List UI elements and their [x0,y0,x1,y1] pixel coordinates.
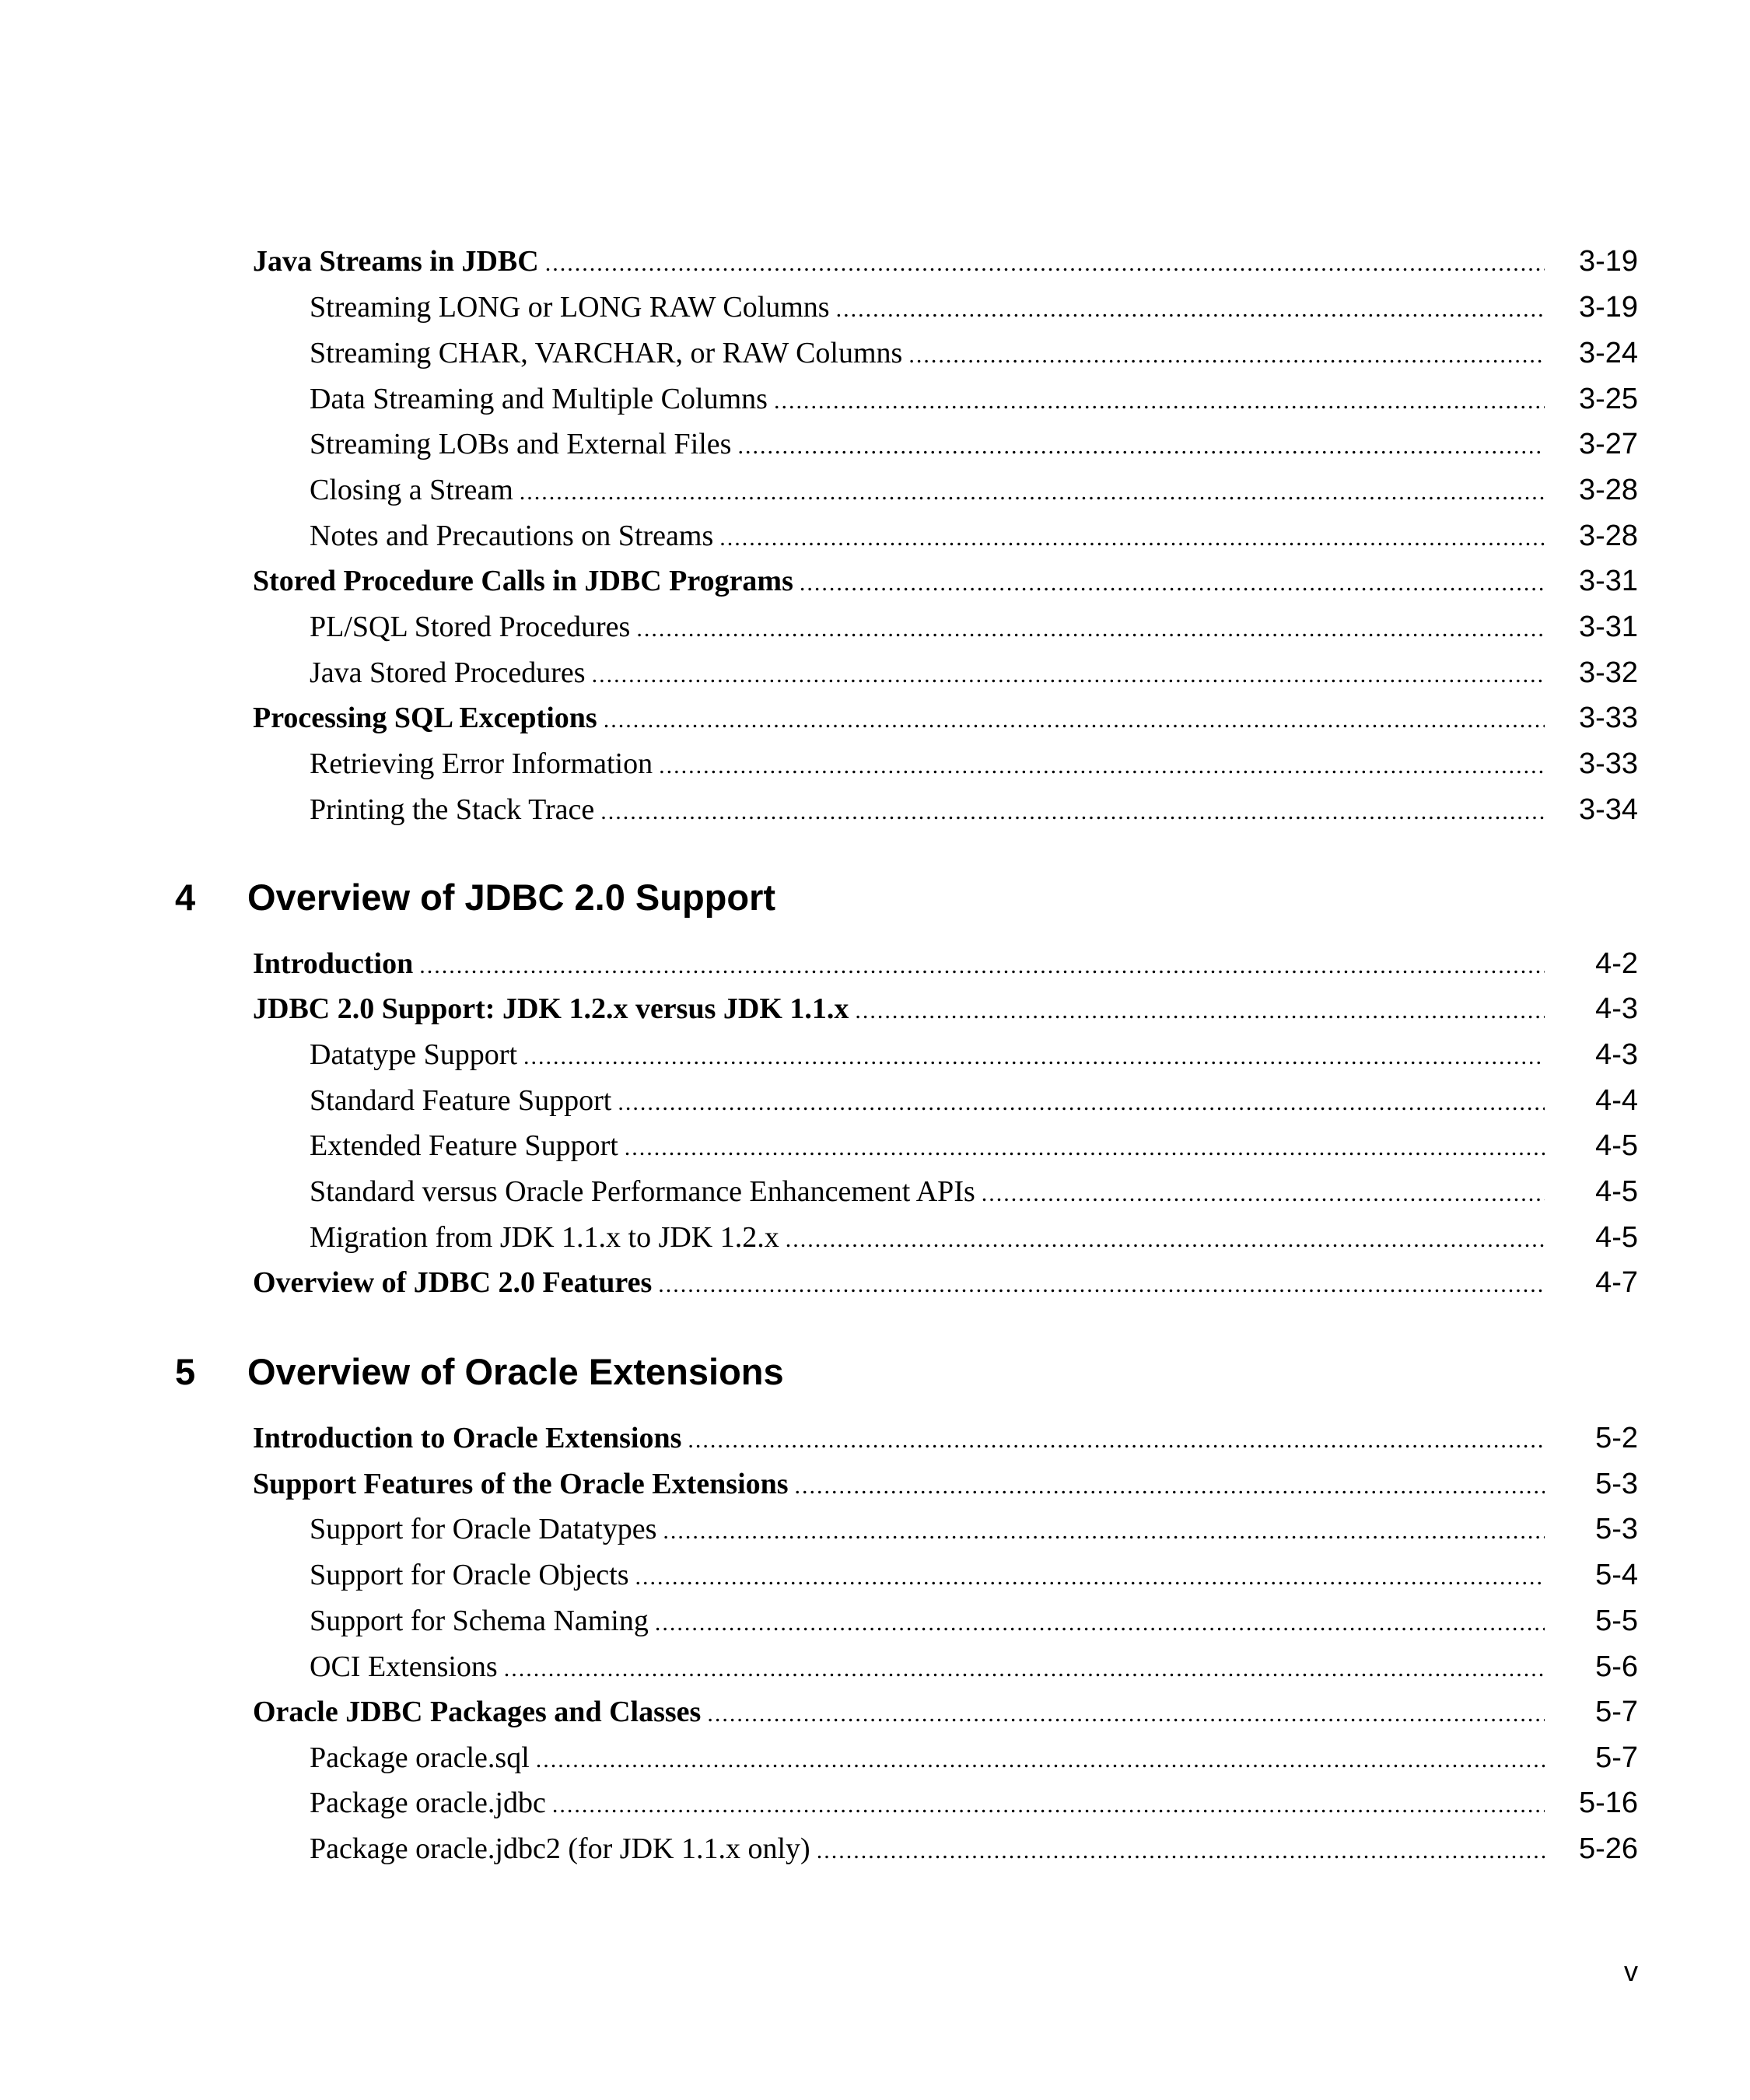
toc-entry-title: Introduction [253,947,414,980]
toc-entry-page: 4-5 [1595,1129,1638,1162]
toc-entry-page: 3-28 [1578,474,1638,506]
toc-entry[interactable] [253,651,1638,695]
dot-leader [604,698,1545,742]
toc-entry-title: Retrieving Error Information [310,747,653,780]
toc-entry-title: Package oracle.jdbc2 (for JDK 1.1.x only) [310,1832,810,1865]
toc-entry[interactable] [253,1781,1638,1825]
toc-entry-page: 3-31 [1578,611,1638,643]
toc-entry-title: Java Streams in JDBC [253,245,539,278]
toc-entry-title: PL/SQL Stored Procedures [310,611,631,643]
dot-leader [635,1556,1545,1599]
toc-entry[interactable] [253,285,1638,329]
toc-entry-title: Support Features of the Oracle Extensions [253,1468,789,1500]
toc-entry[interactable] [253,987,1638,1031]
chapter-title: Overview of JDBC 2.0 Support [247,877,776,918]
toc-entry-page: 5-7 [1595,1696,1638,1728]
dot-leader [600,790,1545,834]
dot-leader [658,1263,1545,1307]
toc-entry[interactable] [253,1736,1638,1780]
toc-entry-page: 4-3 [1595,992,1638,1025]
toc-entry-title: Oracle JDBC Packages and Classes [253,1696,702,1728]
toc-entry-page: 4-2 [1595,947,1638,980]
toc-entry[interactable] [253,1170,1638,1213]
toc-entry[interactable] [253,1827,1638,1871]
toc-entry[interactable] [253,605,1638,649]
dot-leader [523,1035,1545,1079]
toc-entry-page: 3-33 [1578,702,1638,734]
toc-entry[interactable] [253,1216,1638,1259]
toc-entry-title: Streaming LONG or LONG RAW Columns [310,291,830,324]
chapter-heading[interactable] [0,1345,1750,1399]
dot-leader [545,242,1545,285]
toc-entry-page: 3-33 [1578,747,1638,780]
toc-entry[interactable] [253,742,1638,786]
toc-entry-page: 3-28 [1578,520,1638,552]
toc-entry[interactable] [253,422,1638,466]
toc-entry[interactable] [253,468,1638,512]
toc-entry-page: 3-24 [1578,337,1638,369]
dot-leader [536,1738,1545,1782]
toc-entry-page: 3-19 [1578,245,1638,278]
dot-leader [504,1647,1545,1691]
toc-entry-title: Support for Schema Naming [310,1605,649,1637]
toc-entry-title: Standard versus Oracle Performance Enhancement APIs [310,1175,975,1208]
toc-entry[interactable] [253,514,1638,558]
dot-leader [663,1510,1545,1553]
toc-entry-page: 3-32 [1578,656,1638,689]
dot-leader [817,1829,1545,1873]
toc-entry-page: 5-3 [1595,1513,1638,1545]
dot-leader [625,1126,1545,1170]
toc-entry-page: 5-7 [1595,1741,1638,1774]
toc-entry-title: Notes and Precautions on Streams [310,520,714,552]
dot-leader [520,471,1545,514]
dot-leader [774,380,1545,423]
toc-entry[interactable] [253,377,1638,421]
toc-entry-title: Streaming LOBs and External Files [310,428,732,460]
toc-entry-page: 3-31 [1578,565,1638,597]
dot-leader [419,944,1545,988]
toc-entry-page: 4-5 [1595,1175,1638,1208]
toc-entry[interactable] [253,696,1638,740]
toc-entry-title: Datatype Support [310,1038,518,1071]
toc-entry-page: 5-26 [1578,1832,1638,1865]
toc-entry-page: 3-27 [1578,428,1638,460]
chapter-number: 4 [175,877,196,918]
toc-entry-page: 5-4 [1595,1559,1638,1591]
toc-entry-title: Stored Procedure Calls in JDBC Programs [253,565,793,597]
dot-leader [636,607,1545,651]
dot-leader [795,1465,1545,1508]
toc-entry-page: 4-4 [1595,1084,1638,1117]
dot-leader [688,1419,1545,1462]
dot-leader [655,1601,1545,1645]
chapter-heading[interactable] [0,870,1750,925]
dot-leader [707,1692,1545,1736]
toc-entry[interactable] [253,788,1638,831]
toc-entry[interactable] [253,1599,1638,1643]
toc-entry[interactable] [253,240,1638,283]
toc-entry[interactable] [253,1079,1638,1122]
toc-entry-title: Streaming CHAR, VARCHAR, or RAW Columns [310,337,903,369]
toc-entry[interactable] [253,1416,1638,1460]
toc-entry-title: Closing a Stream [310,474,513,506]
toc-entry[interactable] [253,1462,1638,1506]
toc-entry-page: 5-16 [1578,1787,1638,1819]
dot-leader [908,334,1545,377]
dot-leader [552,1783,1545,1827]
dot-leader [737,425,1545,468]
toc-entry[interactable] [253,331,1638,375]
toc-entry-title: Package oracle.sql [310,1741,530,1774]
toc-entry[interactable] [253,1553,1638,1597]
toc-entry-page: 5-5 [1595,1605,1638,1637]
toc-entry-title: Support for Oracle Objects [310,1559,629,1591]
toc-entry-title: OCI Extensions [310,1650,498,1683]
toc-entry-title: Migration from JDK 1.1.x to JDK 1.2.x [310,1221,779,1254]
toc-entry[interactable] [253,1690,1638,1734]
toc-entry-title: JDBC 2.0 Support: JDK 1.2.x versus JDK 1.1.x [253,992,849,1025]
toc-entry-title: Printing the Stack Trace [310,793,595,826]
toc-entry-title: Data Streaming and Multiple Columns [310,383,768,415]
toc-entry[interactable] [253,1124,1638,1167]
toc-entry[interactable] [253,1507,1638,1551]
dot-leader [786,1218,1545,1262]
toc-entry-page: 3-25 [1578,383,1638,415]
toc-entry-page: 4-7 [1595,1266,1638,1299]
chapter-title: Overview of Oracle Extensions [247,1351,784,1392]
dot-leader [592,653,1545,697]
toc-entry[interactable] [253,559,1638,603]
dot-leader [659,744,1545,788]
toc-entry-title: Processing SQL Exceptions [253,702,597,734]
chapter-number: 5 [175,1351,196,1392]
toc-entry-page: 4-5 [1595,1221,1638,1254]
dot-leader [800,562,1545,605]
toc-entry-page: 3-34 [1578,793,1638,826]
toc-entry[interactable] [253,942,1638,985]
toc-entry-title: Package oracle.jdbc [310,1787,546,1819]
toc-entry-page: 5-3 [1595,1468,1638,1500]
toc-entry[interactable] [253,1033,1638,1076]
dot-leader [618,1081,1545,1125]
toc-entry-title: Extended Feature Support [310,1129,618,1162]
dot-leader [982,1172,1545,1216]
toc-entry-title: Support for Oracle Datatypes [310,1513,657,1545]
toc-entry[interactable] [253,1261,1638,1304]
toc-entry-title: Introduction to Oracle Extensions [253,1422,682,1454]
toc-entry-page: 4-3 [1595,1038,1638,1071]
toc-entry-page: 3-19 [1578,291,1638,324]
toc-entry-title: Standard Feature Support [310,1084,612,1117]
toc-entry-page: 5-6 [1595,1650,1638,1683]
toc-entry-page: 5-2 [1595,1422,1638,1454]
toc-entry[interactable] [253,1645,1638,1689]
dot-leader [855,989,1545,1033]
toc-entry-title: Overview of JDBC 2.0 Features [253,1266,653,1299]
footer-page-number: v [1624,1955,1638,1987]
dot-leader [719,516,1545,560]
dot-leader [836,288,1545,331]
toc-entry-title: Java Stored Procedures [310,656,586,689]
